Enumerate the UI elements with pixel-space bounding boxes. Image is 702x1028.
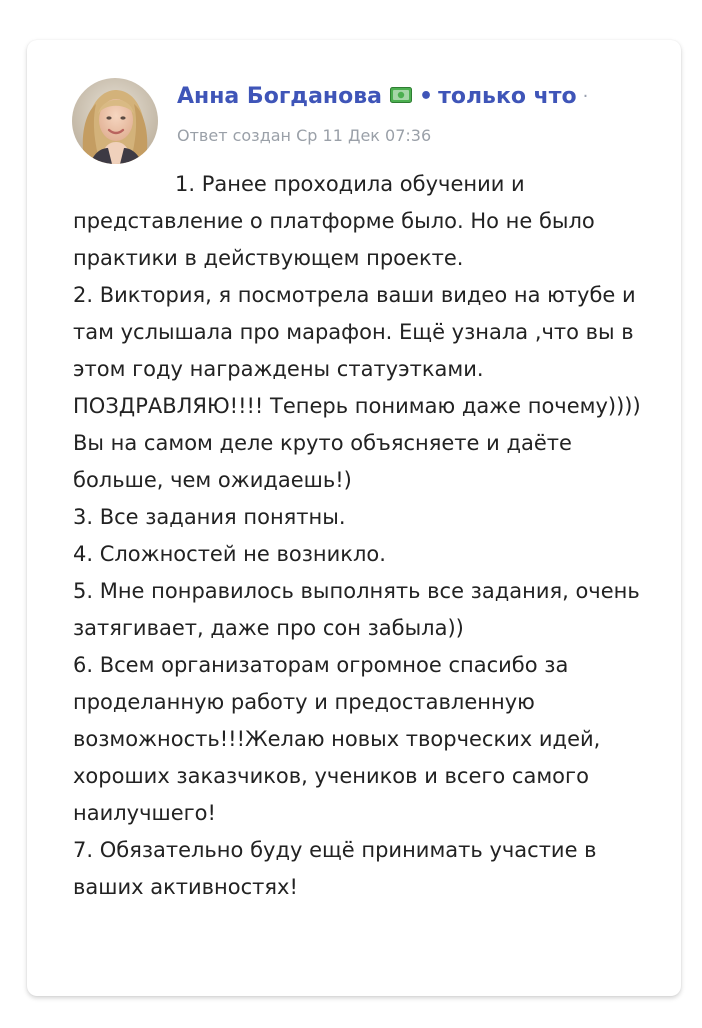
answer-line-4: 4. Сложностей не возникло. [73, 542, 386, 566]
timestamp-link[interactable]: только что [438, 84, 577, 109]
answer-line-5: 5. Мне понравилось выполнять все задания, очень затягивает, даже про сон забыла)) [73, 579, 640, 640]
answer-line-2: 2. Виктория, я посмотрела ваши видео на ютубе и там услышала про марафон. Ещё узнала ,что вы в этом году награждены статуэтками. ПОЗДРАВЛЯЮ!!!! Теперь понимаю даже почему)))) Вы на самом деле круто объясняете и даёте больше, чем ожидаешь!) [73, 283, 641, 492]
money-bill-icon [390, 84, 412, 109]
comment-card [27, 40, 681, 996]
separator-dot: • [419, 84, 434, 109]
reply-meta: Ответ создан Ср 11 Дек 07:36 [177, 126, 432, 145]
comment-body [73, 166, 648, 906]
answer-line-7: 7. Обязательно буду ещё принимать участие в ваших активностях! [73, 838, 597, 899]
comment-header [177, 84, 588, 109]
avatar-photo [72, 78, 158, 164]
avatar[interactable] [72, 78, 158, 164]
answer-line-3: 3. Все задания понятны. [73, 505, 346, 529]
author-name-link[interactable]: Анна Богданова [177, 84, 383, 109]
answer-line-1: 1. Ранее проходила обучении и представление о платформе было. Но не было практики в действующем проекте. [73, 172, 595, 270]
trailing-dot: · [582, 86, 589, 107]
answer-line-6: 6. Всем организаторам огромное спасибо за проделанную работу и предоставленную возможность!!!Желаю новых творческих идей, хороших заказчиков, учеников и всего самого наилучшего! [73, 653, 601, 825]
